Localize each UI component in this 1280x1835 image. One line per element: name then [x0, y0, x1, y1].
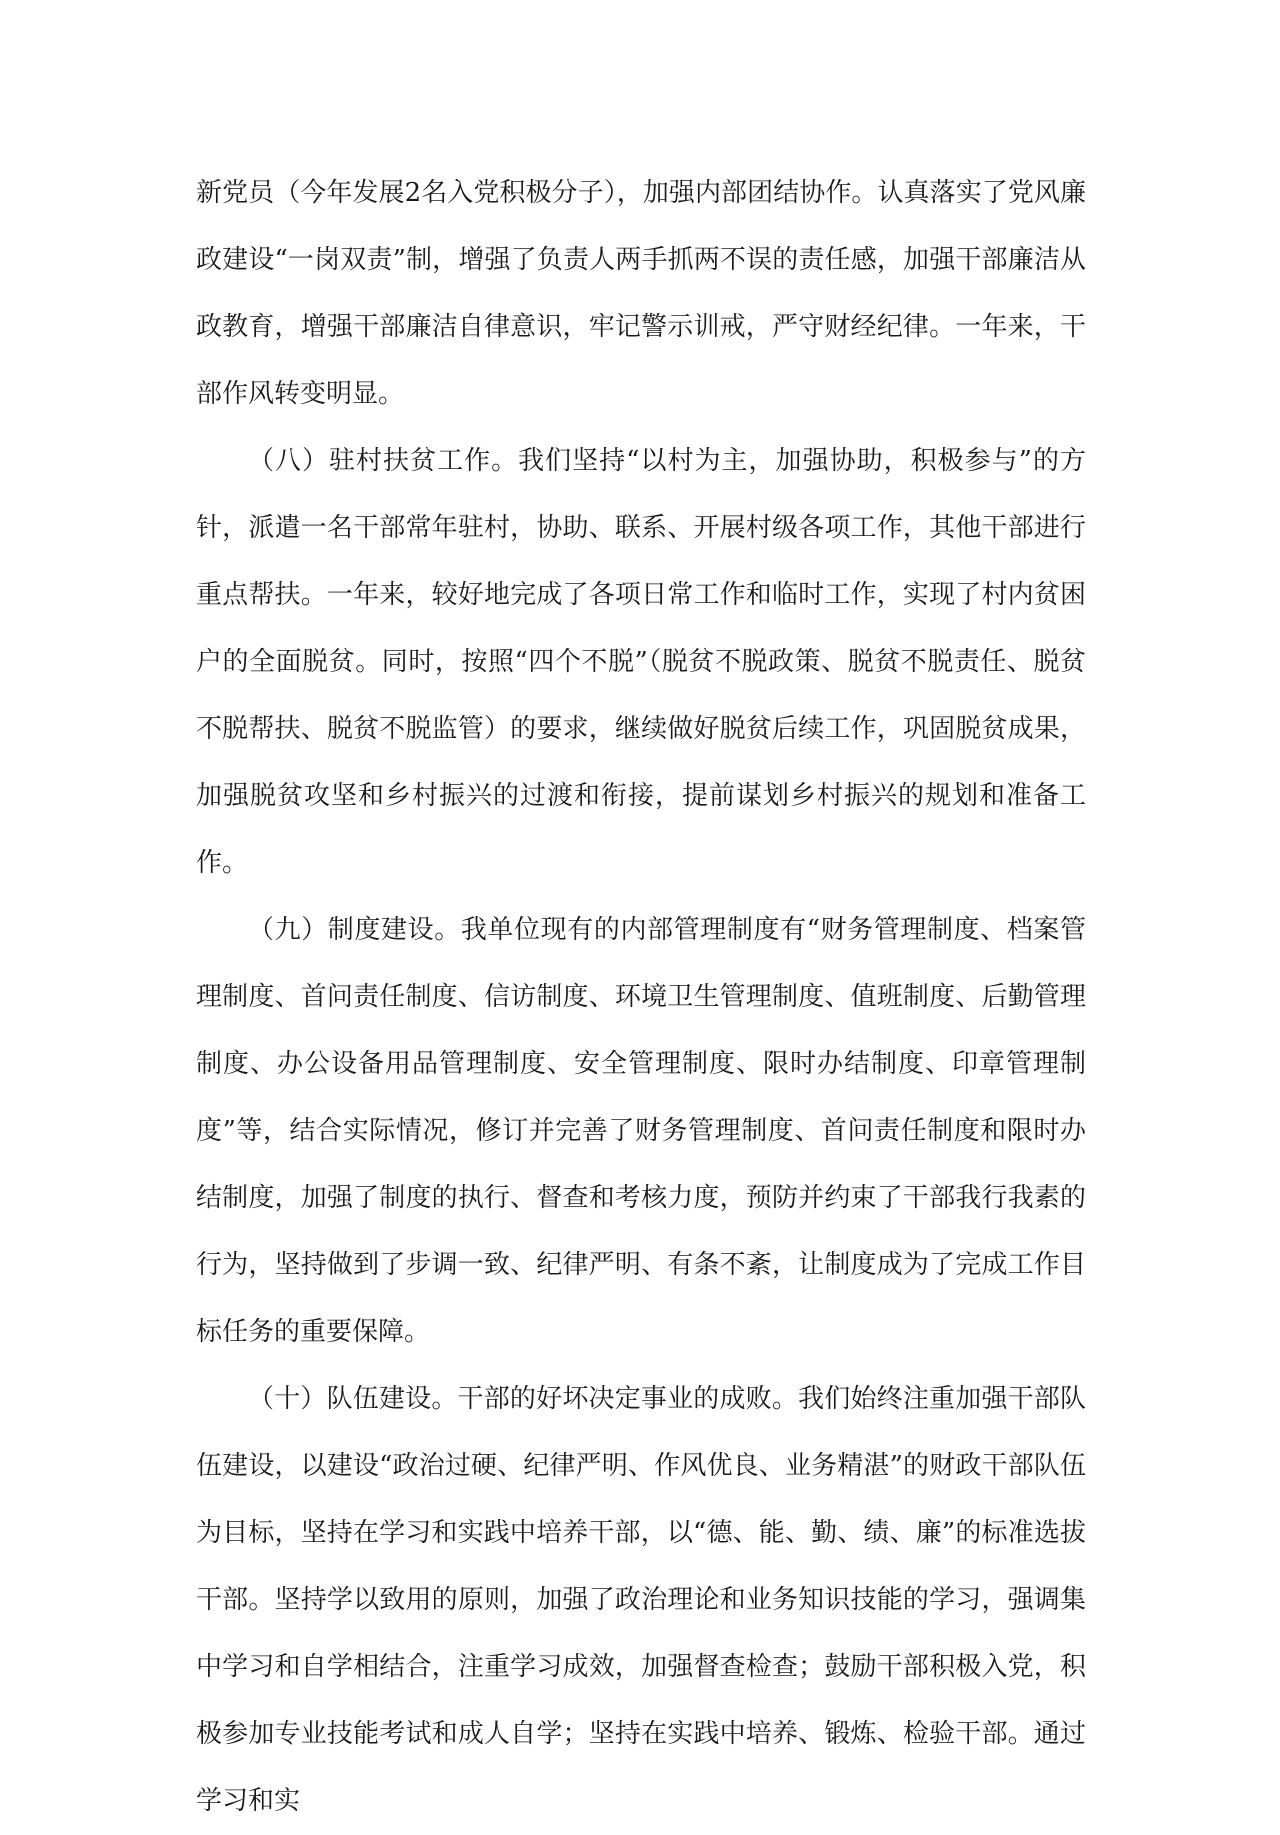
- paragraph-section-eight: （八）驻村扶贫工作。我们坚持“以村为主，加强协助，积极参与”的方针，派遣一名干部常年驻村，协助、联系、开展村级各项工作，其他干部进行重点帮扶。一年来，较好地完成了各项日常工作和临时工作，实现了村内贫困户的全面脱贫。同时，按照“四个不脱”（脱贫不脱政策、脱贫不脱责任、脱贫不脱帮扶、脱贫不脱监管）的要求，继续做好脱贫后续工作，巩固脱贫成果，加强脱贫攻坚和乡村振兴的过渡和衔接，提前谋划乡村振兴的规划和准备工作。: [196, 446, 1086, 878]
- paragraph-continued: 新党员（今年发展2名入党积极分子），加强内部团结协作。认真落实了党风廉政建设“一岗双责”制，增强了负责人两手抓两不误的责任感，加强干部廉洁从政教育，增强干部廉洁自律意识，牢记警示训戒，严守财经纪律。一年来，干部作风转变明显。: [196, 178, 1086, 409]
- paragraph-section-nine: （九）制度建设。我单位现有的内部管理制度有“财务管理制度、档案管理制度、首问责任制度、信访制度、环境卫生管理制度、值班制度、后勤管理制度、办公设备用品管理制度、安全管理制度、限时办结制度、印章管理制度”等，结合实际情况，修订并完善了财务管理制度、首问责任制度和限时办结制度，加强了制度的执行、督查和考核力度，预防并约束了干部我行我素的行为，坚持做到了步调一致、纪律严明、有条不紊，让制度成为了完成工作目标任务的重要保障。: [196, 915, 1086, 1347]
- paragraph-section-ten: （十）队伍建设。干部的好坏决定事业的成败。我们始终注重加强干部队伍建设，以建设“政治过硬、纪律严明、作风优良、业务精湛”的财政干部队伍为目标，坚持在学习和实践中培养干部，以“德、能、勤、绩、廉”的标准选拔干部。坚持学以致用的原则，加强了政治理论和业务知识技能的学习，强调集中学习和自学相结合，注重学习成效，加强督查检查；鼓励干部积极入党，积极参加专业技能考试和成人自学；坚持在实践中培养、锻炼、检验干部。通过学习和实: [196, 1384, 1086, 1816]
- document-body: [196, 160, 1086, 1835]
